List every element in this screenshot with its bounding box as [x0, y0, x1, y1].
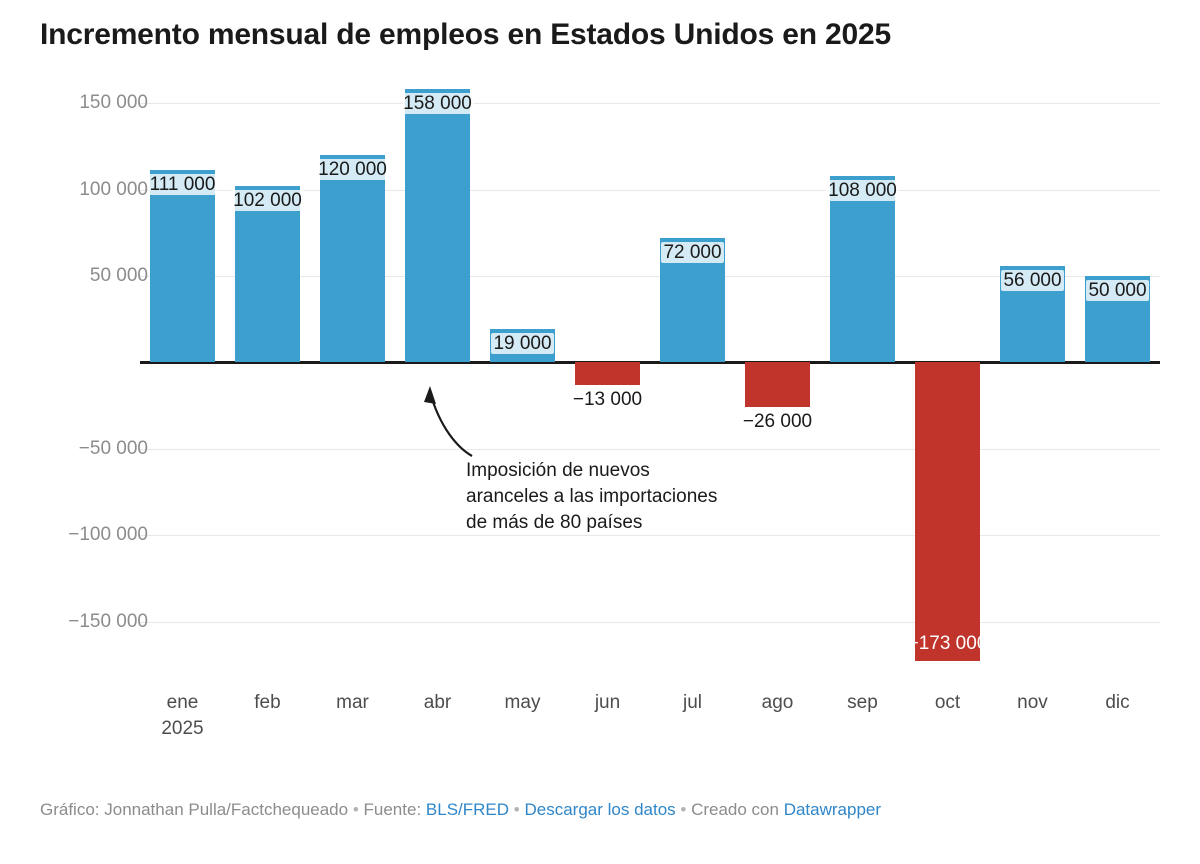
bar-value-label-text: 56 000	[1003, 269, 1062, 291]
bar-value-label-text: 120 000	[318, 158, 387, 180]
x-axis-tick-label: ago	[761, 692, 794, 713]
footer-credit: Gráfico: Jonnathan Pulla/Factchequeado	[40, 800, 349, 819]
bar-value-label-text: 108 000	[828, 179, 897, 201]
bar-column	[820, 72, 905, 682]
bar[interactable]	[405, 89, 470, 362]
bar-value-label-text: 72 000	[663, 241, 722, 263]
y-axis-tick-label: 50 000	[89, 264, 148, 286]
bar-value-label-text: −26 000	[742, 411, 813, 433]
bar-column	[480, 72, 565, 682]
annotation-arrow-icon	[400, 382, 480, 462]
bar-column	[735, 72, 820, 682]
y-axis-tick-label: −100 000	[68, 524, 148, 546]
bars-group	[140, 72, 1160, 682]
bar-column	[565, 72, 650, 682]
bar-value-label-text: 19 000	[493, 333, 552, 355]
bar[interactable]	[915, 362, 980, 661]
bar-value-label	[1038, 280, 1198, 302]
x-axis-tick-label: sep	[847, 692, 878, 713]
bar-column	[140, 72, 225, 682]
x-axis-tick-label: jul	[682, 692, 702, 713]
bar-value-label-text: 158 000	[403, 93, 472, 115]
bar[interactable]	[575, 362, 640, 384]
y-axis-tick-label: 150 000	[79, 92, 148, 114]
bar-column	[990, 72, 1075, 682]
footer-source-link[interactable]: BLS/FRED	[425, 800, 510, 819]
y-axis-tick-label: 100 000	[79, 178, 148, 200]
x-axis-tick-label: may	[504, 692, 541, 713]
bar-column	[905, 72, 990, 682]
bar-value-label-text: −173 000	[907, 633, 988, 655]
x-axis-tick-label: jun	[594, 692, 621, 713]
bar-value-label-text: 50 000	[1088, 279, 1147, 301]
footer-sep-3: •	[680, 800, 687, 819]
x-axis-tick-label: mar	[336, 692, 369, 713]
bar-value-label-text: 111 000	[149, 174, 216, 196]
x-axis-tick-label: oct	[934, 692, 961, 713]
chart-footer	[40, 800, 881, 820]
bar[interactable]	[320, 155, 385, 362]
footer-tool-link[interactable]: Datawrapper	[783, 800, 882, 819]
x-axis-year-label: 2025	[161, 718, 204, 739]
plot-area	[68, 72, 1160, 682]
footer-source-label: Fuente:	[363, 800, 422, 819]
bar[interactable]	[745, 362, 810, 407]
x-axis-tick-label: dic	[1105, 692, 1130, 713]
y-axis-tick-label: −50 000	[78, 437, 148, 459]
bar-column	[1075, 72, 1160, 682]
bar-value-label-text: 102 000	[233, 190, 302, 212]
bar-value-label-text: −13 000	[572, 388, 643, 410]
page-title: Incremento mensual de empleos en Estados Unidos en 2025	[40, 18, 891, 51]
footer-sep-1: •	[352, 800, 359, 819]
bar[interactable]	[830, 176, 895, 363]
bar-column	[310, 72, 395, 682]
x-axis-labels	[140, 692, 1160, 762]
y-axis-tick-label: −150 000	[68, 610, 148, 632]
footer-download-link[interactable]: Descargar los datos	[524, 800, 676, 819]
footer-created-label: Creado con	[691, 800, 779, 819]
x-axis-tick-label: ene 2025	[140, 692, 225, 740]
x-axis-tick-label: nov	[1017, 692, 1048, 713]
bar-column	[650, 72, 735, 682]
footer-sep-2: •	[513, 800, 520, 819]
x-axis-tick-label: feb	[254, 692, 281, 713]
bar[interactable]	[235, 186, 300, 362]
bar-column	[395, 72, 480, 682]
x-axis-tick-label: abr	[423, 692, 452, 713]
annotation-text: Imposición de nuevos aranceles a las importaciones de más de 80 países	[466, 460, 718, 533]
